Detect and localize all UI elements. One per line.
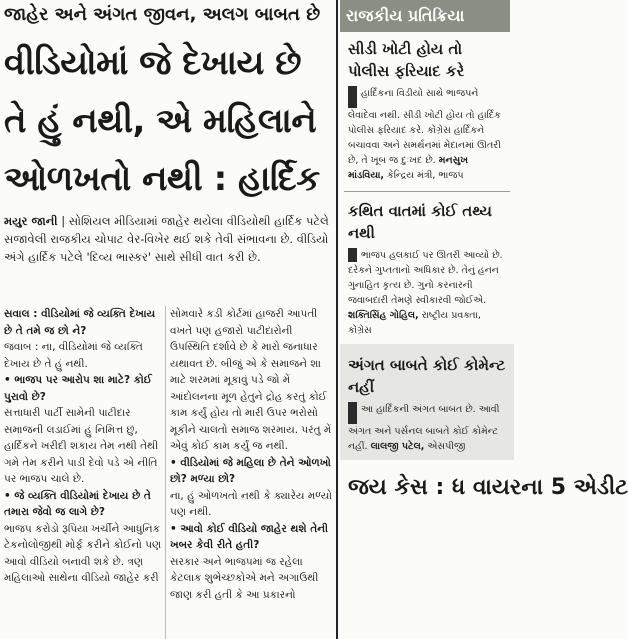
byline-sep: | — [61, 214, 66, 228]
headline-line-3: ઓળખતો નથી : હાર્દિક — [4, 159, 320, 199]
left-column — [4, 306, 162, 639]
question: • ભાજપ પર આરોપ શા માટે? કોઈ પુરાવો છે? — [4, 374, 152, 403]
answer: જવાબ : ના, વીડિયોમાં જે વ્યક્તિ દેખાય છે તે હું નથી. — [4, 341, 143, 370]
lead-text: સોશિયલ મીડિયામાં જાહેર થયેલા વીડિયોથી હાર્દિક પટેલે સજાવેલી રાજકીય ચોપાટ વેર-વિખેર થઈ શકે તેવી સંભાવના છે. વીડિયો અંગે હાર્દિક પટેલે 'દિવ્ય ભાસ્કર' સાથે સીધી વાત કરી છે. — [4, 214, 329, 264]
headline-line-1: વીડિયોમાં જે દેખાય છે — [4, 43, 302, 83]
right-column — [170, 306, 332, 639]
question: સવાલ : વીડિયોમાં જે વ્યક્તિ દેખાય છે તે તમે જ છો ને? — [4, 308, 156, 337]
quote-mark-icon — [348, 248, 357, 262]
reaction-1-author: મનસુખ માંડવિયા, — [348, 155, 469, 181]
answer: સત્તાધારી પાર્ટી સામેની પાટીદાર સમાજની લડાઈમાં હું નિમિત્ત છું, હાર્દિકને ખરીદી શકાય તેમ નથી તેથી ગમે તેમ કરીને પાડી દેવો પડે એ નીતિ પર ભાજપ ચાલે છે. — [4, 407, 159, 485]
section-divider — [336, 0, 338, 639]
byline: મયુર જાની — [4, 214, 58, 228]
reactions-sidebar — [340, 0, 628, 639]
quote-mark-icon — [348, 402, 357, 424]
reaction-3-box — [340, 344, 514, 460]
column-divider — [165, 306, 166, 639]
reaction-3-headline: અંગત બાબતે કોઈ કોમેન્ટ નહીં — [348, 356, 506, 396]
answer: સરકાર અને ભાજપમાં જ રહેલા કેટલાક શુભેચ્છકોએ મને અગાઉથી જાણ કરી હતી કે આ પ્રકારનો — [170, 555, 319, 601]
quote-mark-icon — [348, 86, 357, 108]
reaction-3-role: એસપીજી — [427, 441, 466, 452]
headline — [4, 34, 332, 208]
separator — [344, 191, 510, 192]
reaction-1-role: કેન્દ્રિય મંત્રી, ભાજપ — [387, 170, 464, 181]
reaction-2-body: ભાજપ હલકાઈ પર ઊતરી આવ્યો છે. દરેકને ગુપ્તતાનો અધિકાર છે. તેનું હનન ગુનાહિત કૃત્ય છે. ગુનો કરનારની જવાબદારી તેમણે સ્વીકારવી જોઈએ. શક્તિસિંહ ગોહિલ, રાષ્ટ્રીય પ્રવક્તા, કોંગ્રેસ — [348, 250, 503, 336]
question: • જે વ્યક્તિ વીડિયોમાં દેખાય છે તે તમારા જેવો જ લાગે છે? — [4, 489, 151, 518]
reaction-1-headline: સીડી ખોટી હોય તો પોલીસ ફરિયાદ કરે — [348, 40, 465, 80]
answer: ભાજપ કરોડો રૂપિયા ખર્ચીને આધુનિક ટેકનોલોજીથી મોર્ફ કરીને કોઈનો પણ આવો વીડિયો બનાવી શકે છે. ત્રણ મહિલાઓ સાથેના વીડિયો જાહેર કરી — [4, 522, 162, 584]
reaction-2-author: શક્તિસિંહ ગોહિલ, — [348, 310, 419, 321]
answer: સોમવારે કડી કોર્ટમાં હાજરી આપતી વખતે પણ હજારો પાટીદારોની ઉપસ્થિતિ દર્શાવે છે કે મારો જનાધાર યથાવત છે. બીજું એ કે સમાજને શા માટે શરમમાં મૂકાવું પડે જો મેં આંદોલનના મૂળ હેતુને દ્રોહ કરતું કોઈ કામ કર્યું હોય તો મારી ઉપર ભરોસો મૂકીને ચાલતો સમાજ શરમાય. પરંતુ મેં એવું કોઈ કામ કર્યું જ નથી. — [170, 308, 332, 452]
lead-paragraph — [4, 212, 330, 266]
next-story-headline: જય કેસ : ધ વાયરના 5 એડીટ — [348, 475, 628, 500]
headline-line-2: તે હું નથી, એ મહિલાને — [4, 101, 317, 141]
question: • વીડિયોમાં જે મહિલા છે તેને ઓળખો છો? મળ્યા છો? — [170, 456, 331, 485]
question: • આવો કોઈ વીડિયો જાહેર થશે તેની ખબર કેવી રીતે હતી? — [170, 522, 329, 551]
reaction-3-body: આ હાર્દિકની અંગત બાબત છે. આવી અંગત અને પર્સનલ બાબતે કોઈ કોમેન્ટ નહીં. લાલજી પટેલ, એસપીજી — [348, 404, 500, 452]
reaction-1-body: હાર્દિકના વિડીયો સાથે ભાજપને લેવાદેવા નથી. સીડી ખોટી હોય તો હાર્દિક પોલીસ ફરિયાદ કરે. કોંગ્રેસ હાર્દિકને બચાવવા અને સમર્થનમાં મેદાનમાં ઊતરી છે, તે ખૂબ જ દુઃખદ છે. મનસુખ માંડવિયા, કેન્દ્રિય મંત્રી, ભાજપ — [348, 88, 501, 181]
kicker: જાહેર અને અંગત જીવન, અલગ બાબત છે — [4, 4, 321, 25]
reaction-2-headline: કથિત વાતમાં કોઈ તથ્ય નથી — [348, 202, 492, 242]
reaction-2-role: રાષ્ટ્રીય પ્રવક્તા, કોંગ્રેસ — [348, 310, 481, 336]
section-tag: રાજકીય પ્રતિક્રિયા — [340, 0, 510, 32]
answer: ના, હું ઓળખતો નથી કે ક્યારેય મળ્યો પણ નથી. — [170, 489, 332, 518]
reaction-3-author: લાલજી પટેલ, — [370, 441, 425, 452]
